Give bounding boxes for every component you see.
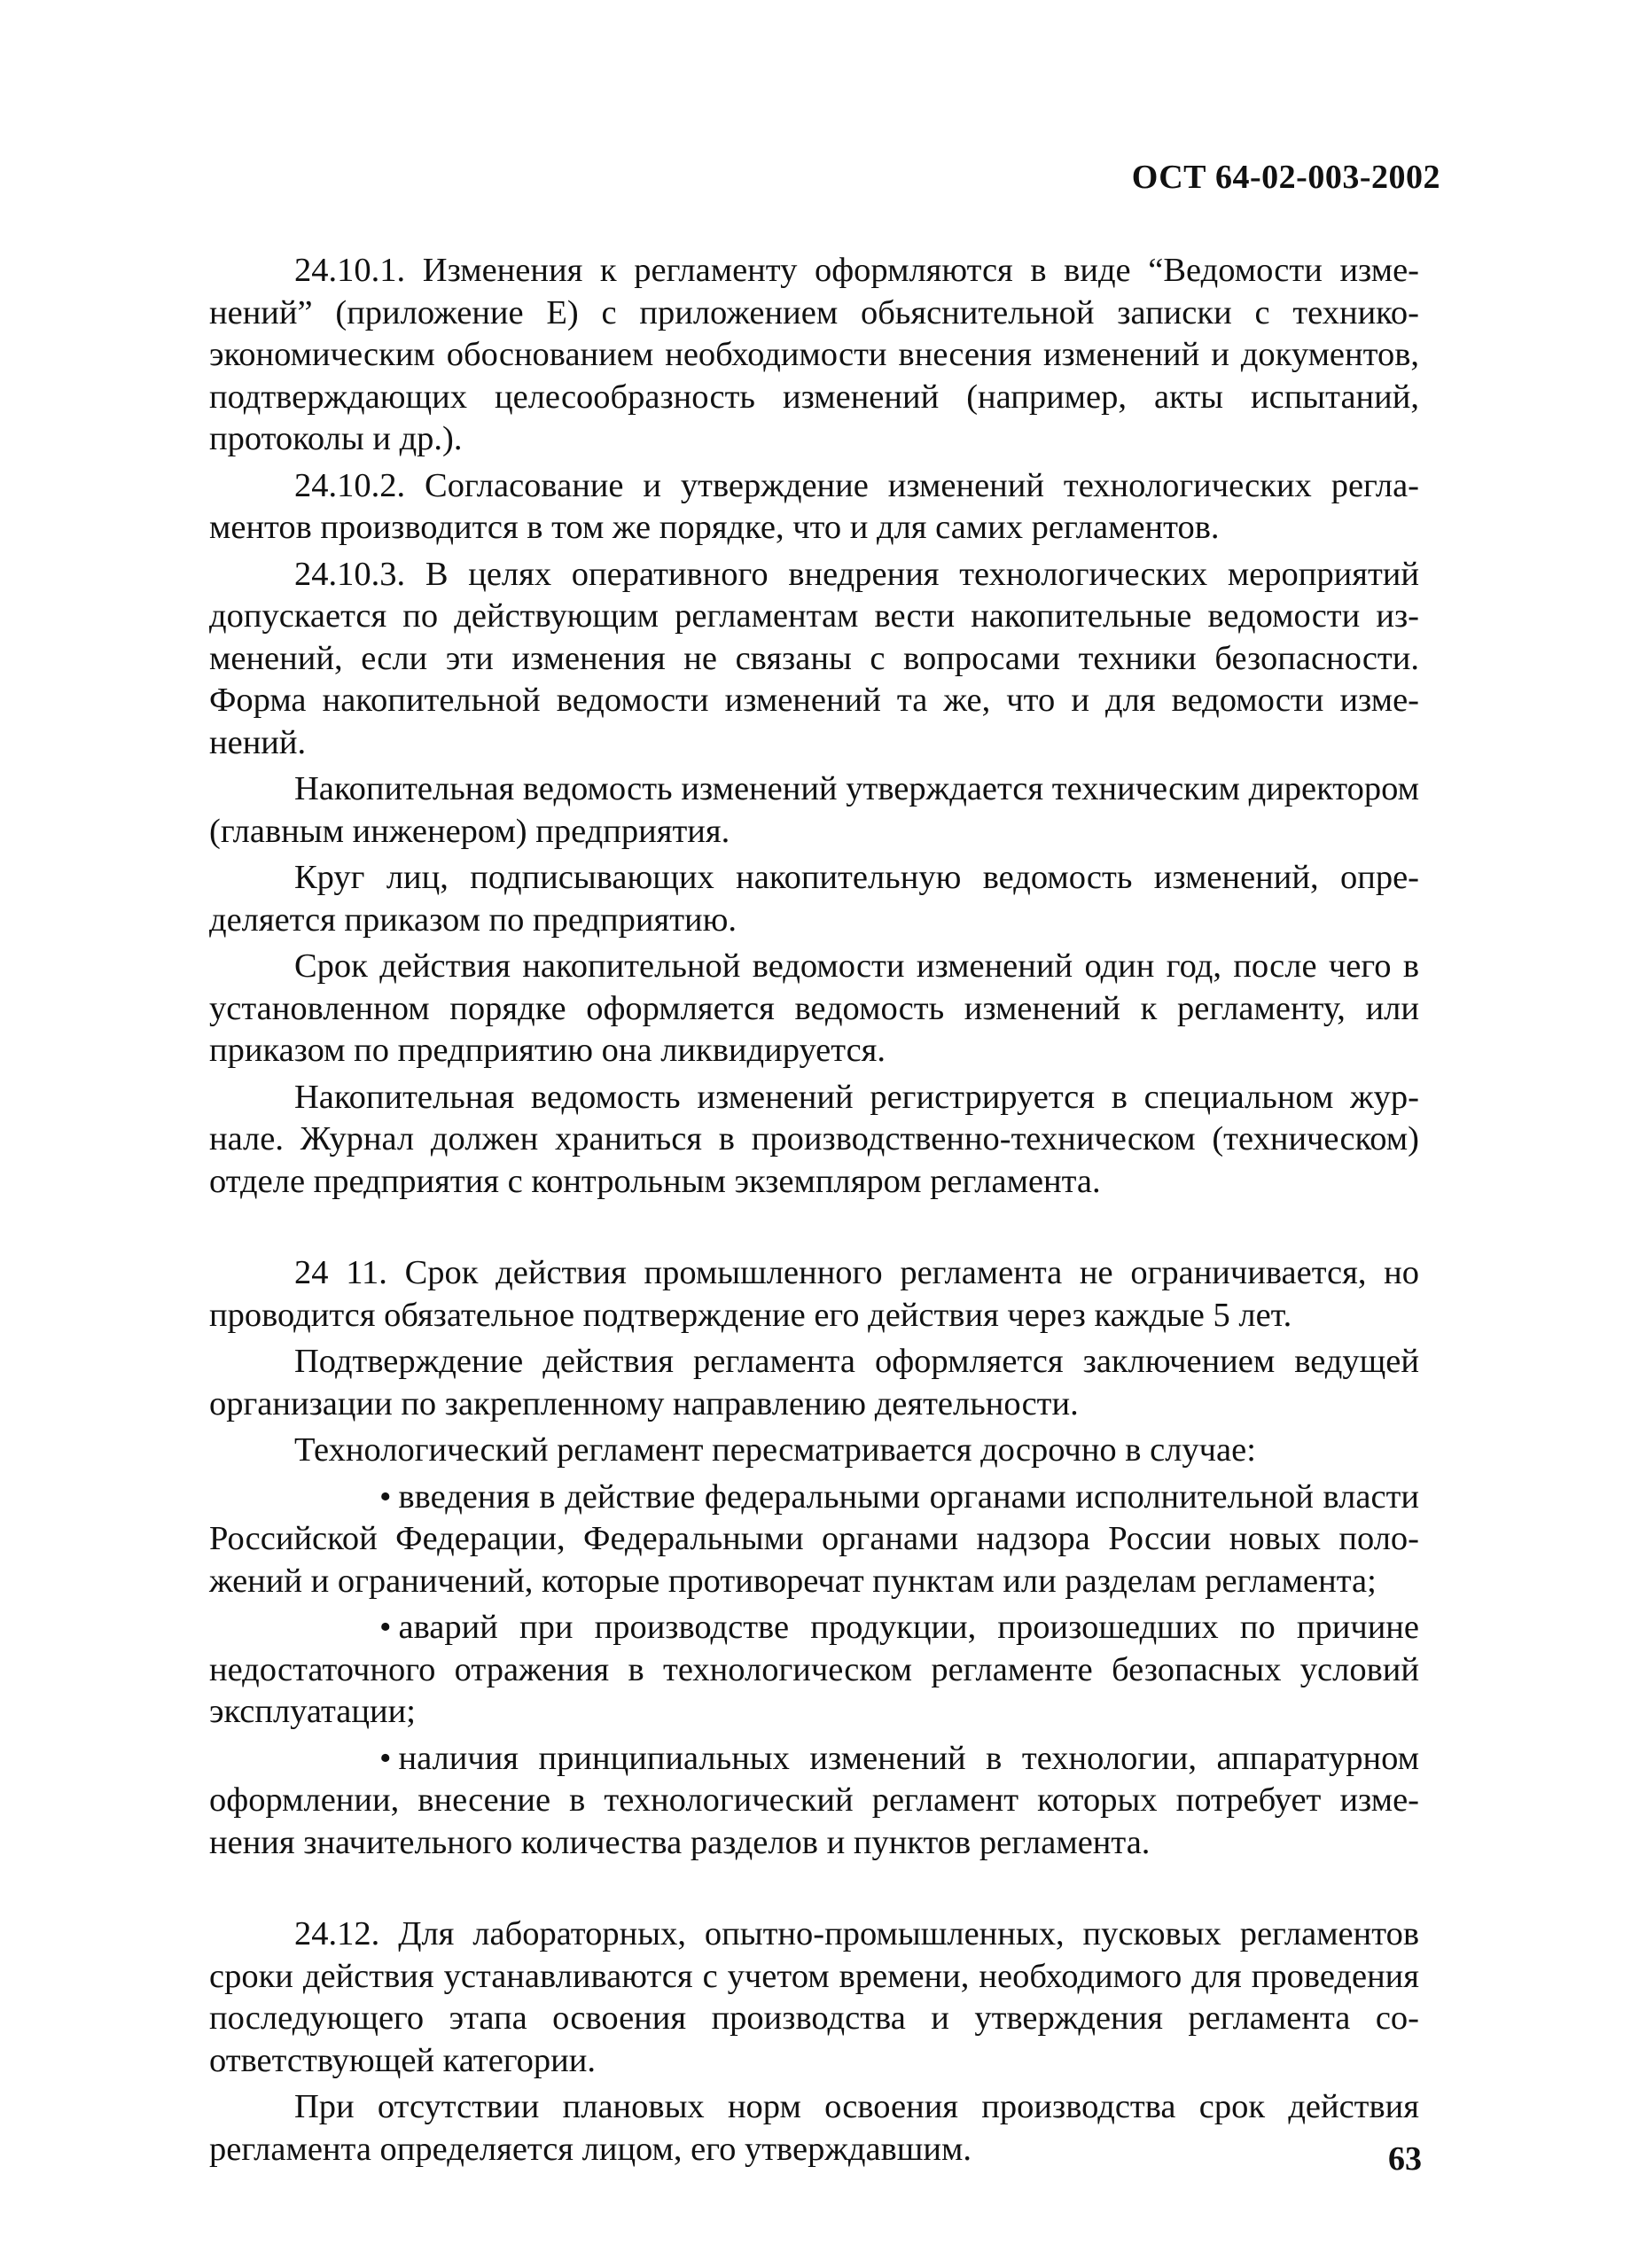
bullet-text: наличия принципиальных изменений в технологии, аппаратурном оформлении, внесение в технологический регламент которых потребует изменения значительного количества разделов и пунктов регламента. <box>209 1739 1419 1861</box>
paragraph-24-10-3: 24.10.3. В целях оперативного внедрения технологических мероприятий допускается по действующим регламентам вести накопительные ведомости изменений, если эти изменения не связаны с вопросами техники безопасности. Форма накопительной ведомости изменений та же, что и для ведомости изменений. <box>209 555 1419 761</box>
paragraph-24-12: 24.12. Для лабораторных, опытно-промышленных, пусковых регламентов сроки действия устанавливаются с учетом времени, необходимого для проведения последующего этапа освоения производства и утверждения регламента соответствующей категории. <box>209 1915 1419 2079</box>
bullet-text: аварий при производстве продукции, произошедших по причине недостаточного отражения в технологическом регламенте безопасных условий эксплуатации; <box>209 1609 1419 1730</box>
document-body <box>209 250 1419 2175</box>
paragraph-24-10-2: 24.10.2. Согласование и утверждение изменений технологических регламентов производится в том же порядке, что и для самих регламентов. <box>209 466 1419 546</box>
paragraph-no-norms: При отсутствии плановых норм освоения производства срок действия регламента определяется лицом, его утверждавшим. <box>209 2088 1419 2168</box>
document-code-header: ОСТ 64-02-003-2002 <box>1131 159 1440 196</box>
bullet-icon: • <box>379 1609 392 1646</box>
bullet-item <box>209 1607 1419 1734</box>
paragraph-24-11: 24 11. Срок действия промышленного регламента не ограничивается, но проводится обязательное подтверждение его действия через каждые 5 лет. <box>209 1254 1419 1334</box>
paragraph-early-revision: Технологический регламент пересматривается досрочно в случае: <box>294 1431 1256 1469</box>
bullet-icon: • <box>379 1739 392 1777</box>
paragraph-validity-term: Срок действия накопительной ведомости изменений один год, после чего в установленном порядке оформляется ведомость изменений к регламенту, или приказом по предприятию она ликвидируется. <box>209 947 1419 1069</box>
paragraph-24-10-1: 24.10.1. Изменения к регламенту оформляются в виде “Ведомости изменений” (приложение Е) с приложением обьяснительной записки с технико-экономическим обоснованием необходимости внесения изменений и документов, подтверждающих целесообразность изменений (например, акты испытаний, протоколы и др.). <box>209 252 1419 457</box>
page-number: 63 <box>1388 2140 1422 2178</box>
paragraph-approval: Накопительная ведомость изменений утверждается техническим директором (главным инженером) предприятия. <box>209 770 1419 850</box>
paragraph-confirmation: Подтверждение действия регламента оформляется заключением ведущей организации по закрепленному направлению деятельности. <box>209 1343 1419 1422</box>
paragraph-signatories: Круг лиц, подписывающих накопительную ведомость изменений, определяется приказом по предприятию. <box>209 859 1419 939</box>
paragraph-registration: Накопительная ведомость изменений регистрируется в специальном журнале. Журнал должен храниться в производственно-техническом (техническом) отделе предприятия с контрольным экземпляром регламента. <box>209 1078 1419 1200</box>
bullet-item <box>209 1738 1419 1865</box>
bullet-item <box>209 1477 1419 1603</box>
bullet-icon: • <box>379 1477 392 1516</box>
bullet-text: введения в действие федеральными органами исполнительной власти Российской Федерации, Федеральными органами надзора России новых положений и ограничений, которые противоречат пунктам или разделам регламента; <box>209 1477 1419 1600</box>
